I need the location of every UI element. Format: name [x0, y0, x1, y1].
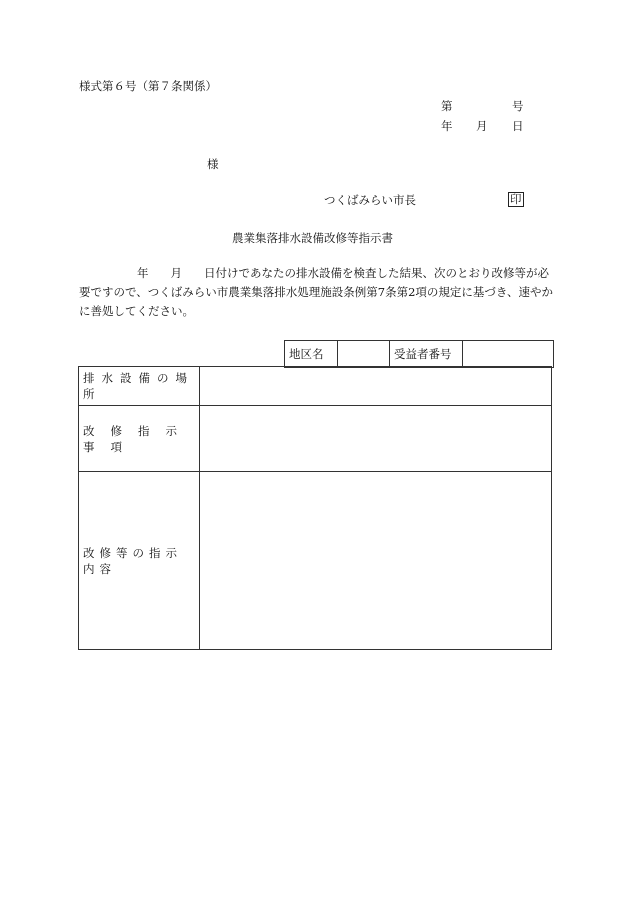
issuer-name: つくばみらい市長 — [324, 193, 416, 207]
row-label-details: 改修等の指示内容 — [79, 472, 200, 650]
date-month: 月 — [476, 119, 488, 133]
table-row — [79, 406, 552, 472]
body-text: 日付けであなたの排水設備を検査した結果、次のとおり改修等が必要ですので、つくばみらい市農業集落排水処理施設条例第7条第2項の規定に基づき、速やかに善処してください。 — [79, 266, 553, 318]
date-day: 日 — [512, 119, 524, 133]
beneficiary-value[interactable] — [463, 341, 554, 368]
body-year: 年 — [137, 266, 149, 280]
doc-number-go: 号 — [512, 99, 524, 113]
doc-number-dai: 第 — [441, 99, 453, 113]
district-value[interactable] — [338, 341, 390, 368]
row-value-location[interactable] — [200, 367, 552, 406]
district-label: 地区名 — [285, 341, 338, 368]
body-paragraph — [79, 264, 554, 321]
main-table — [78, 366, 552, 650]
row-value-details[interactable] — [200, 472, 552, 650]
row-label-location: 排水設備の場所 — [79, 367, 200, 406]
header-table — [284, 340, 554, 368]
beneficiary-label: 受益者番号 — [390, 341, 463, 368]
form-id: 様式第６号（第７条関係） — [79, 79, 217, 93]
body-month: 月 — [170, 266, 182, 280]
addressee-suffix: 様 — [207, 157, 219, 171]
date-year: 年 — [441, 119, 453, 133]
document-title: 農業集落排水設備改修等指示書 — [232, 231, 393, 245]
row-label-instructions: 改修指示事項 — [79, 406, 200, 472]
row-value-instructions[interactable] — [200, 406, 552, 472]
table-row — [79, 472, 552, 650]
table-row — [79, 367, 552, 406]
seal-mark: 印 — [510, 192, 522, 206]
